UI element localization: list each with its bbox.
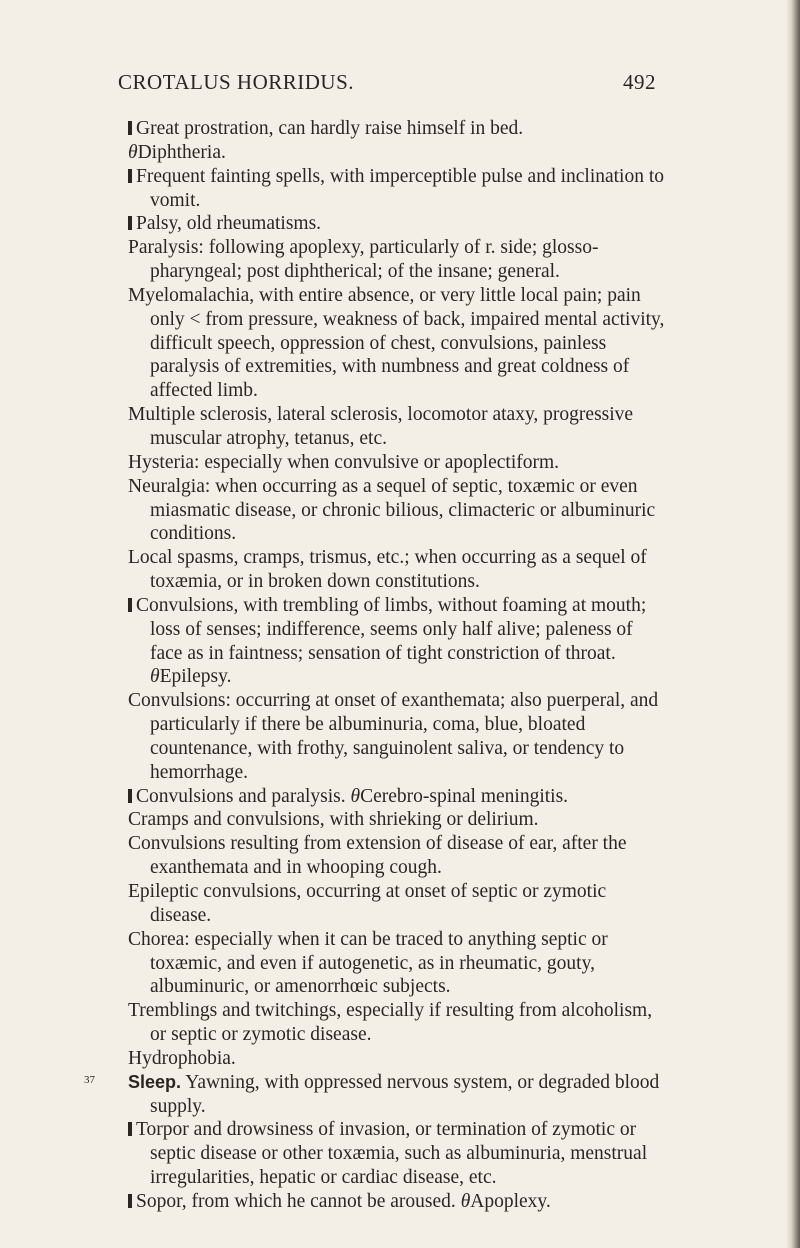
page-number: 492 bbox=[623, 70, 656, 94]
entry-convulsions-exanthemata: Convulsions: occurring at onset of exanthemata; also puerperal, and particularly if there be albuminuria, coma, blue, bloated countenance, with frothy, sanguinolent saliva, or tendency to hemorrhage. bbox=[128, 690, 659, 783]
entry-convulsions-trembling: Convulsions, with trembling of limbs, without foaming at mouth; loss of senses; indifference, seems only half alive; paleness of face as in faintness; sensation of tight constriction of throat. θEpilepsy. bbox=[128, 594, 668, 689]
entry-torpor: Torpor and drowsiness of invasion, or termination of zymotic or septic disease or other toxæmia, such as albuminuria, menstrual irregularities, hepatic or cardiac disease, etc. bbox=[128, 1118, 668, 1190]
entry-great-prostration: Great prostration, can hardly raise himself in bed. bbox=[128, 117, 668, 141]
entry-sopor: Sopor, from which he cannot be aroused. θApoplexy. bbox=[128, 1190, 668, 1214]
entry-paralysis: Paralysis: following apoplexy, particularly of r. side; glosso-pharyngeal; post diphtherical; of the insane; general. bbox=[128, 237, 599, 283]
entry-neuralgia: Neuralgia: when occurring as a sequel of septic, toxæmic or even miasmatic disease, or chronic bilious, climacteric or albuminuric conditions. bbox=[128, 475, 656, 545]
page-edge-shadow bbox=[786, 0, 800, 1248]
entry-hysteria: Hysteria: especially when convulsive or apoplectiform. bbox=[128, 451, 560, 473]
emphasis-marker bbox=[128, 1194, 132, 1208]
running-head bbox=[118, 70, 656, 95]
theta-symbol: θ bbox=[128, 141, 138, 163]
entry-convulsions-paralysis: Convulsions and paralysis. θCerebro-spinal meningitis. bbox=[128, 785, 668, 809]
entry-palsy: Palsy, old rheumatisms. bbox=[128, 212, 668, 236]
running-title: CROTALUS HORRIDUS. bbox=[118, 70, 355, 94]
entry-epileptic-convulsions: Epileptic convulsions, occurring at onset of septic or zymotic disease. bbox=[128, 881, 607, 926]
entry-hydrophobia: Hydrophobia. bbox=[128, 1047, 236, 1069]
emphasis-marker bbox=[128, 121, 132, 135]
entry-chorea: Chorea: especially when it can be traced to anything septic or toxæmic, and even if autogenetic, as in rheumatic, gouty, albuminuric, or amenorrhœic subjects. bbox=[128, 928, 608, 998]
theta-symbol: θ bbox=[460, 1190, 471, 1212]
entry-convulsions-ear: Convulsions resulting from extension of disease of ear, after the exanthemata and in whooping cough. bbox=[128, 833, 627, 879]
section-rubric: Sleep. bbox=[128, 1071, 182, 1092]
emphasis-marker bbox=[128, 789, 132, 803]
emphasis-marker bbox=[128, 1122, 132, 1136]
entry-cramps: Cramps and convulsions, with shrieking or delirium. bbox=[128, 809, 539, 831]
entry-sleep: 37 Sleep. Yawning, with oppressed nervous system, or degraded blood supply. bbox=[84, 1071, 660, 1117]
entry-fainting-spells: Frequent fainting spells, with imperceptible pulse and inclination to vomit. bbox=[128, 165, 668, 213]
entry-diphtheria: θDiphtheria. bbox=[128, 141, 226, 163]
entry-multiple-sclerosis: Multiple sclerosis, lateral sclerosis, locomotor ataxy, progressive muscular atrophy, tetanus, etc. bbox=[128, 404, 634, 449]
emphasis-marker bbox=[128, 169, 132, 183]
symptom-list bbox=[84, 117, 668, 1214]
entry-myelomalachia: Myelomalachia, with entire absence, or very little local pain; pain only < from pressure, weakness of back, impaired mental activity, difficult speech, oppression of chest, convulsions, painless paralysis of extremities, with numbness and great coldness of affected limb. bbox=[128, 284, 665, 402]
emphasis-marker bbox=[128, 216, 132, 230]
emphasis-marker bbox=[128, 598, 132, 612]
entry-local-spasms: Local spasms, cramps, trismus, etc.; when occurring as a sequel of toxæmia, or in broken down constitutions. bbox=[128, 547, 647, 593]
theta-symbol: θ bbox=[150, 666, 160, 688]
entry-tremblings: Tremblings and twitchings, especially if resulting from alcoholism, or septic or zymotic disease. bbox=[128, 1000, 653, 1046]
theta-symbol: θ bbox=[350, 785, 361, 807]
